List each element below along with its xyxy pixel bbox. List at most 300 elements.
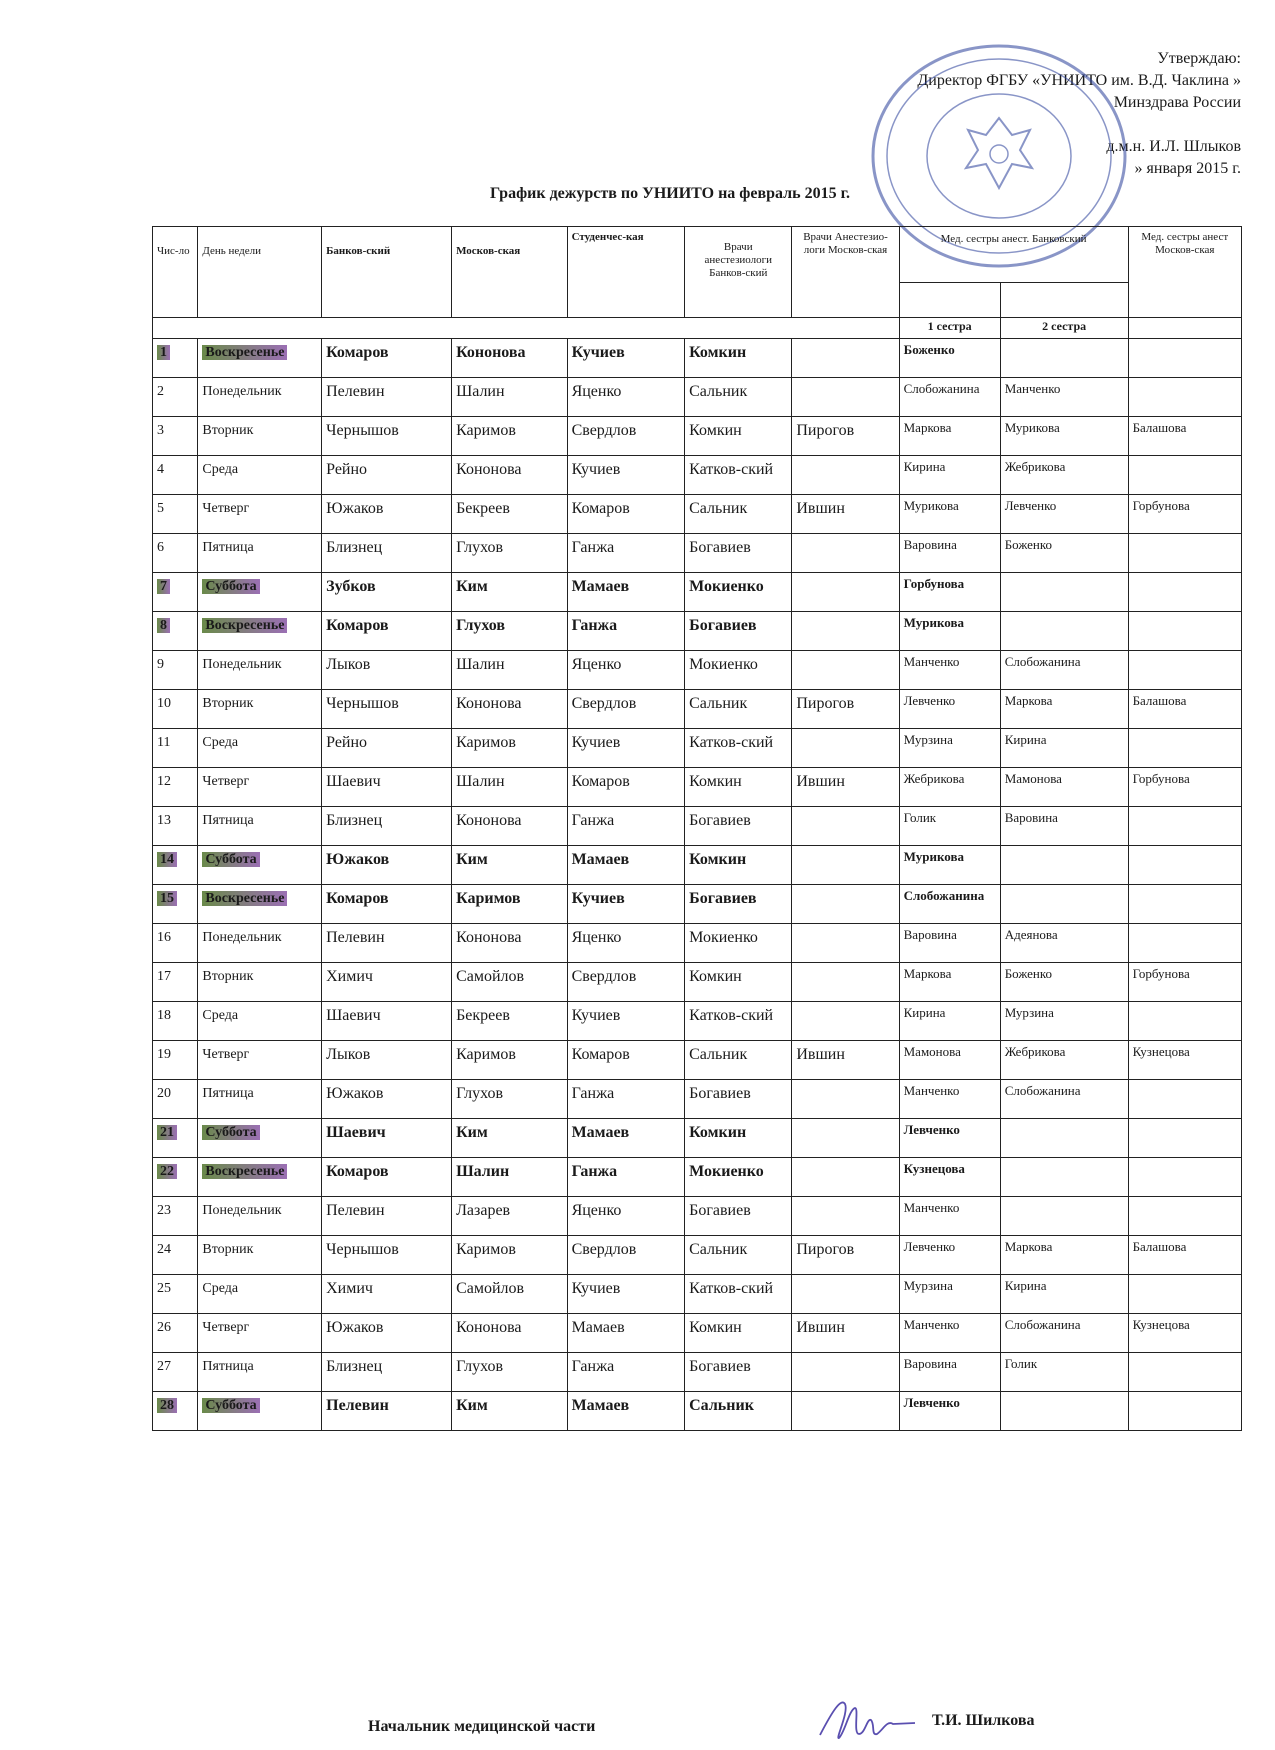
- header-nurse-spacer-2: [1000, 283, 1128, 318]
- duty-studencheskaya-text: Свердлов: [571, 968, 637, 985]
- table-row: [153, 1158, 1242, 1197]
- nurse-1-cell: [899, 1275, 1000, 1314]
- header-nurse-bank: Мед. сестры анест. Банковский: [899, 227, 1128, 283]
- duty-studencheskaya-cell: [567, 1158, 685, 1197]
- nurse-2-cell: [1000, 1275, 1128, 1314]
- duty-moskovskaya-text: Ким: [456, 578, 488, 595]
- duty-bankovsky-text: Близнец: [326, 1358, 383, 1375]
- duty-moskovskaya-cell: [452, 339, 568, 378]
- anest-moskovskaya-cell: [792, 339, 899, 378]
- duty-studencheskaya-text: Мамаев: [571, 578, 630, 595]
- duty-bankovsky-cell: [322, 534, 452, 573]
- anest-bankovsky-cell: [685, 651, 792, 690]
- day-of-week-text: Суббота: [202, 852, 259, 867]
- day-of-week-text: Понедельник: [202, 657, 282, 672]
- nurse-moskovskaya-cell: [1128, 885, 1241, 924]
- nurse-moskovskaya-cell: [1128, 612, 1241, 651]
- duty-moskovskaya-text: Глухов: [456, 1085, 504, 1102]
- day-of-week-text: Пятница: [202, 1359, 254, 1374]
- duty-bankovsky-text: Близнец: [326, 812, 383, 829]
- approval-line-2: Директор ФГБУ «УНИИТО им. В.Д. Чаклина »: [917, 72, 1241, 89]
- nurse-1-cell: [899, 1197, 1000, 1236]
- duty-moskovskaya-cell: [452, 1275, 568, 1314]
- duty-bankovsky-text: Химич: [326, 968, 373, 985]
- anest-bankovsky-cell: [685, 378, 792, 417]
- nurse-2-text: Жебрикова: [1004, 459, 1066, 474]
- duty-moskovskaya-text: Кононова: [456, 1319, 522, 1336]
- nurse-1-text: Манченко: [903, 1083, 960, 1098]
- nurse-moskovskaya-cell: [1128, 1314, 1241, 1353]
- nurse-moskovskaya-cell: [1128, 378, 1241, 417]
- nurse-moskovskaya-cell: [1128, 1002, 1241, 1041]
- duty-moskovskaya-text: Лазарев: [456, 1202, 511, 1219]
- table-row: [153, 1041, 1242, 1080]
- nurse-2-text: Маркова: [1004, 1239, 1053, 1254]
- duty-studencheskaya-text: Кучиев: [571, 461, 621, 478]
- duty-bankovsky-cell: [322, 495, 452, 534]
- nurse-1-text: Мурикова: [903, 849, 964, 864]
- anest-bankovsky-text: Сальник: [689, 1046, 748, 1063]
- duty-studencheskaya-cell: [567, 651, 685, 690]
- anest-moskovskaya-cell: [792, 885, 899, 924]
- duty-bankovsky-cell: [322, 729, 452, 768]
- nurse-2-cell: [1000, 1041, 1128, 1080]
- day-of-week-cell: [198, 1119, 322, 1158]
- duty-moskovskaya-cell: [452, 1080, 568, 1119]
- nurse-moskovskaya-cell: [1128, 1119, 1241, 1158]
- nurse-moskovskaya-text: Горбунова: [1132, 498, 1190, 513]
- anest-moskovskaya-cell: [792, 651, 899, 690]
- anest-moskovskaya-cell: [792, 807, 899, 846]
- day-of-week-text: Понедельник: [202, 1203, 282, 1218]
- nurse-moskovskaya-text: Балашова: [1132, 693, 1187, 708]
- anest-moskovskaya-text: Пирогов: [796, 1241, 855, 1258]
- day-number-cell: [153, 1119, 198, 1158]
- anest-moskovskaya-cell: [792, 1158, 899, 1197]
- nurse-moskovskaya-cell: [1128, 1236, 1241, 1275]
- day-number-cell: [153, 651, 198, 690]
- duty-moskovskaya-cell: [452, 690, 568, 729]
- anest-moskovskaya-text: Пирогов: [796, 422, 855, 439]
- anest-moskovskaya-cell: [792, 456, 899, 495]
- duty-studencheskaya-text: Кучиев: [571, 1280, 621, 1297]
- duty-moskovskaya-cell: [452, 1314, 568, 1353]
- day-number-cell: [153, 846, 198, 885]
- duty-bankovsky-cell: [322, 963, 452, 1002]
- anest-moskovskaya-cell: [792, 1353, 899, 1392]
- table-row: [153, 885, 1242, 924]
- duty-studencheskaya-cell: [567, 1080, 685, 1119]
- duty-moskovskaya-cell: [452, 1002, 568, 1041]
- nurse-1-cell: [899, 1314, 1000, 1353]
- duty-studencheskaya-cell: [567, 1041, 685, 1080]
- nurse-1-text: Левченко: [903, 1239, 956, 1254]
- nurse-2-text: Кирина: [1004, 1278, 1047, 1293]
- anest-moskovskaya-cell: [792, 690, 899, 729]
- duty-moskovskaya-cell: [452, 417, 568, 456]
- anest-moskovskaya-text: Ившин: [796, 773, 845, 790]
- duty-studencheskaya-text: Мамаев: [571, 1319, 625, 1336]
- nurse-1-text: Жебрикова: [903, 771, 965, 786]
- duty-studencheskaya-text: Кучиев: [571, 890, 625, 907]
- header-anest-bank: Врачи анестезиологи Банков-ский: [685, 227, 792, 318]
- nurse-2-cell: [1000, 534, 1128, 573]
- day-number-text: 25: [157, 1281, 171, 1296]
- anest-bankovsky-text: Комкин: [689, 422, 742, 439]
- duty-bankovsky-text: Комаров: [326, 890, 389, 907]
- duty-studencheskaya-text: Комаров: [571, 773, 630, 790]
- anest-bankovsky-text: Богавиев: [689, 1085, 751, 1102]
- day-number-cell: [153, 1314, 198, 1353]
- nurse-1-text: Маркова: [903, 420, 952, 435]
- duty-bankovsky-text: Комаров: [326, 1163, 389, 1180]
- anest-moskovskaya-cell: [792, 924, 899, 963]
- duty-bankovsky-cell: [322, 1158, 452, 1197]
- nurse-moskovskaya-cell: [1128, 807, 1241, 846]
- anest-bankovsky-cell: [685, 573, 792, 612]
- duty-moskovskaya-text: Ким: [456, 1397, 488, 1414]
- anest-moskovskaya-cell: [792, 1197, 899, 1236]
- day-of-week-cell: [198, 339, 322, 378]
- table-row: [153, 924, 1242, 963]
- duty-bankovsky-text: Южаков: [326, 1085, 384, 1102]
- nurse-2-text: Маркова: [1004, 693, 1053, 708]
- duty-studencheskaya-text: Яценко: [571, 383, 622, 400]
- duty-moskovskaya-cell: [452, 885, 568, 924]
- nurse-2-cell: [1000, 573, 1128, 612]
- day-number-text: 7: [157, 579, 170, 594]
- table-row: [153, 1275, 1242, 1314]
- nurse-2-cell: [1000, 846, 1128, 885]
- approval-line-4: д.м.н. И.Л. Шлыков: [1106, 138, 1241, 155]
- nurse-1-text: Голик: [903, 810, 937, 825]
- nurse-1-text: Манченко: [903, 654, 960, 669]
- day-number-text: 11: [157, 735, 171, 750]
- day-of-week-cell: [198, 573, 322, 612]
- nurse-2-cell: [1000, 768, 1128, 807]
- nurse-moskovskaya-text: Кузнецова: [1132, 1317, 1190, 1332]
- nurse-1-text: Кирина: [903, 459, 946, 474]
- duty-studencheskaya-cell: [567, 1353, 685, 1392]
- day-of-week-cell: [198, 807, 322, 846]
- nurse-moskovskaya-cell: [1128, 963, 1241, 1002]
- anest-bankovsky-text: Комкин: [689, 773, 742, 790]
- nurse-2-text: Мурзина: [1004, 1005, 1054, 1020]
- nurse-moskovskaya-cell: [1128, 534, 1241, 573]
- header-anest-mosk: Врачи Анестезио-логи Москов-ская: [792, 227, 899, 318]
- day-number-text: 19: [157, 1047, 171, 1062]
- nurse-1-text: Маркова: [903, 966, 952, 981]
- duty-studencheskaya-cell: [567, 885, 685, 924]
- duty-studencheskaya-text: Комаров: [571, 500, 630, 517]
- nurse-1-text: Левченко: [903, 693, 956, 708]
- day-of-week-cell: [198, 1080, 322, 1119]
- day-of-week-text: Четверг: [202, 1047, 250, 1062]
- day-number-cell: [153, 417, 198, 456]
- nurse-2-text: Мамонова: [1004, 771, 1062, 786]
- duty-studencheskaya-cell: [567, 612, 685, 651]
- anest-bankovsky-text: Сальник: [689, 1241, 748, 1258]
- anest-moskovskaya-cell: [792, 1236, 899, 1275]
- day-of-week-text: Пятница: [202, 813, 254, 828]
- day-of-week-cell: [198, 1236, 322, 1275]
- day-of-week-cell: [198, 651, 322, 690]
- nurse-2-cell: [1000, 690, 1128, 729]
- anest-bankovsky-cell: [685, 339, 792, 378]
- duty-bankovsky-text: Чернышов: [326, 422, 399, 439]
- day-number-text: 24: [157, 1242, 171, 1257]
- anest-bankovsky-text: Мокиенко: [689, 578, 764, 595]
- day-of-week-cell: [198, 1314, 322, 1353]
- day-number-text: 17: [157, 969, 171, 984]
- duty-moskovskaya-cell: [452, 1197, 568, 1236]
- nurse-moskovskaya-cell: [1128, 729, 1241, 768]
- day-number-cell: [153, 1353, 198, 1392]
- subheader-sister-1: 1 сестра: [899, 318, 1000, 339]
- anest-bankovsky-text: Богавиев: [689, 539, 751, 556]
- day-number-text: 12: [157, 774, 171, 789]
- anest-bankovsky-text: Богавиев: [689, 1358, 751, 1375]
- nurse-moskovskaya-cell: [1128, 846, 1241, 885]
- nurse-moskovskaya-text: Горбунова: [1132, 966, 1190, 981]
- anest-moskovskaya-cell: [792, 768, 899, 807]
- day-number-text: 10: [157, 696, 171, 711]
- anest-bankovsky-cell: [685, 729, 792, 768]
- day-number-cell: [153, 1041, 198, 1080]
- nurse-2-cell: [1000, 1080, 1128, 1119]
- duty-moskovskaya-cell: [452, 1041, 568, 1080]
- day-number-text: 23: [157, 1203, 171, 1218]
- day-of-week-cell: [198, 534, 322, 573]
- day-number-cell: [153, 885, 198, 924]
- nurse-moskovskaya-cell: [1128, 768, 1241, 807]
- nurse-1-text: Слобожанина: [903, 888, 985, 903]
- duty-studencheskaya-text: Ганжа: [571, 617, 618, 634]
- anest-moskovskaya-cell: [792, 1002, 899, 1041]
- anest-bankovsky-text: Мокиенко: [689, 656, 758, 673]
- anest-bankovsky-cell: [685, 1314, 792, 1353]
- day-of-week-cell: [198, 963, 322, 1002]
- day-number-text: 15: [157, 891, 177, 906]
- duty-studencheskaya-cell: [567, 1275, 685, 1314]
- nurse-1-cell: [899, 378, 1000, 417]
- nurse-2-text: Слобожанина: [1004, 1317, 1081, 1332]
- duty-studencheskaya-text: Яценко: [571, 656, 622, 673]
- nurse-2-cell: [1000, 963, 1128, 1002]
- nurse-1-cell: [899, 1158, 1000, 1197]
- duty-moskovskaya-cell: [452, 456, 568, 495]
- day-number-cell: [153, 1158, 198, 1197]
- day-number-cell: [153, 1080, 198, 1119]
- anest-bankovsky-cell: [685, 612, 792, 651]
- nurse-1-cell: [899, 846, 1000, 885]
- day-number-text: 13: [157, 813, 171, 828]
- duty-studencheskaya-cell: [567, 1236, 685, 1275]
- nurse-1-text: Варовина: [903, 1356, 957, 1371]
- day-of-week-text: Пятница: [202, 540, 254, 555]
- day-number-cell: [153, 807, 198, 846]
- day-of-week-text: Четверг: [202, 501, 250, 516]
- table-row: [153, 1197, 1242, 1236]
- nurse-2-text: Мурикова: [1004, 420, 1060, 435]
- day-number-text: 8: [157, 618, 170, 633]
- duty-bankovsky-cell: [322, 807, 452, 846]
- approval-line-1: Утверждаю:: [1157, 50, 1241, 67]
- anest-moskovskaya-cell: [792, 495, 899, 534]
- duty-studencheskaya-text: Свердлов: [571, 695, 637, 712]
- day-number-text: 5: [157, 501, 164, 516]
- nurse-moskovskaya-cell: [1128, 573, 1241, 612]
- nurse-1-cell: [899, 807, 1000, 846]
- nurse-1-text: Манченко: [903, 1317, 960, 1332]
- nurse-moskovskaya-cell: [1128, 417, 1241, 456]
- duty-moskovskaya-text: Самойлов: [456, 1280, 525, 1297]
- nurse-moskovskaya-text: Кузнецова: [1132, 1044, 1190, 1059]
- nurse-2-cell: [1000, 417, 1128, 456]
- nurse-1-cell: [899, 924, 1000, 963]
- nurse-1-cell: [899, 651, 1000, 690]
- table-row: [153, 1002, 1242, 1041]
- nurse-moskovskaya-text: Балашова: [1132, 420, 1187, 435]
- duty-moskovskaya-cell: [452, 573, 568, 612]
- day-of-week-cell: [198, 456, 322, 495]
- anest-moskovskaya-cell: [792, 1041, 899, 1080]
- day-number-cell: [153, 1002, 198, 1041]
- nurse-1-cell: [899, 1353, 1000, 1392]
- nurse-1-text: Мамонова: [903, 1044, 961, 1059]
- nurse-1-cell: [899, 417, 1000, 456]
- duty-studencheskaya-cell: [567, 963, 685, 1002]
- nurse-2-text: Жебрикова: [1004, 1044, 1066, 1059]
- anest-bankovsky-text: Комкин: [689, 851, 747, 868]
- duty-bankovsky-cell: [322, 1314, 452, 1353]
- duty-studencheskaya-text: Ганжа: [571, 812, 615, 829]
- duty-studencheskaya-text: Свердлов: [571, 1241, 637, 1258]
- table-row: [153, 690, 1242, 729]
- duty-studencheskaya-text: Ганжа: [571, 539, 615, 556]
- duty-studencheskaya-text: Комаров: [571, 1046, 630, 1063]
- day-of-week-text: Среда: [202, 1008, 239, 1023]
- table-row: [153, 1353, 1242, 1392]
- duty-bankovsky-cell: [322, 417, 452, 456]
- subheader-row: [153, 318, 1242, 339]
- day-number-cell: [153, 495, 198, 534]
- day-of-week-cell: [198, 924, 322, 963]
- nurse-moskovskaya-cell: [1128, 924, 1241, 963]
- duty-bankovsky-cell: [322, 768, 452, 807]
- day-number-text: 20: [157, 1086, 171, 1101]
- anest-moskovskaya-text: Ившин: [796, 500, 845, 517]
- duty-bankovsky-cell: [322, 573, 452, 612]
- day-of-week-cell: [198, 1002, 322, 1041]
- duty-bankovsky-text: Химич: [326, 1280, 373, 1297]
- duty-moskovskaya-text: Каримов: [456, 890, 521, 907]
- table-row: [153, 573, 1242, 612]
- duty-moskovskaya-text: Шалин: [456, 773, 505, 790]
- nurse-1-cell: [899, 963, 1000, 1002]
- nurse-1-cell: [899, 1392, 1000, 1431]
- day-of-week-text: Суббота: [202, 1398, 259, 1413]
- duty-studencheskaya-cell: [567, 846, 685, 885]
- anest-bankovsky-cell: [685, 807, 792, 846]
- table-row: [153, 651, 1242, 690]
- duty-moskovskaya-cell: [452, 651, 568, 690]
- anest-moskovskaya-cell: [792, 1119, 899, 1158]
- duty-studencheskaya-cell: [567, 1002, 685, 1041]
- day-of-week-cell: [198, 1275, 322, 1314]
- duty-studencheskaya-cell: [567, 573, 685, 612]
- duty-bankovsky-cell: [322, 456, 452, 495]
- nurse-2-text: Слобожанина: [1004, 654, 1081, 669]
- approval-line-3: Минздрава России: [1113, 94, 1241, 111]
- day-number-cell: [153, 1197, 198, 1236]
- anest-bankovsky-text: Катков-ский: [689, 1280, 774, 1297]
- day-number-text: 18: [157, 1008, 171, 1023]
- nurse-moskovskaya-cell: [1128, 651, 1241, 690]
- header-mosk: Москов-ская: [452, 227, 568, 318]
- nurse-1-cell: [899, 1002, 1000, 1041]
- duty-moskovskaya-cell: [452, 768, 568, 807]
- duty-bankovsky-text: Комаров: [326, 617, 389, 634]
- anest-bankovsky-text: Комкин: [689, 344, 747, 361]
- day-number-text: 27: [157, 1359, 171, 1374]
- anest-moskovskaya-cell: [792, 1275, 899, 1314]
- table-row: [153, 1236, 1242, 1275]
- duty-moskovskaya-cell: [452, 1353, 568, 1392]
- nurse-moskovskaya-cell: [1128, 1275, 1241, 1314]
- anest-bankovsky-text: Мокиенко: [689, 1163, 764, 1180]
- duty-bankovsky-cell: [322, 378, 452, 417]
- nurse-moskovskaya-cell: [1128, 1080, 1241, 1119]
- day-number-text: 26: [157, 1320, 171, 1335]
- table-row: [153, 612, 1242, 651]
- day-number-cell: [153, 534, 198, 573]
- schedule-body: [153, 339, 1242, 1431]
- duty-moskovskaya-text: Шалин: [456, 1163, 510, 1180]
- duty-moskovskaya-text: Самойлов: [456, 968, 525, 985]
- duty-moskovskaya-text: Бекреев: [456, 500, 510, 517]
- table-row: [153, 846, 1242, 885]
- duty-moskovskaya-cell: [452, 534, 568, 573]
- header-stud: Студенчес-кая: [567, 227, 685, 318]
- anest-moskovskaya-cell: [792, 1314, 899, 1353]
- nurse-1-text: Слобожанина: [903, 381, 980, 396]
- anest-bankovsky-text: Богавиев: [689, 812, 751, 829]
- anest-bankovsky-cell: [685, 846, 792, 885]
- duty-bankovsky-cell: [322, 1392, 452, 1431]
- anest-moskovskaya-cell: [792, 1392, 899, 1431]
- duty-bankovsky-cell: [322, 690, 452, 729]
- table-row: [153, 1080, 1242, 1119]
- day-of-week-text: Воскресенье: [202, 618, 287, 633]
- nurse-1-cell: [899, 1236, 1000, 1275]
- day-number-cell: [153, 768, 198, 807]
- duty-bankovsky-cell: [322, 846, 452, 885]
- duty-bankovsky-cell: [322, 612, 452, 651]
- duty-bankovsky-cell: [322, 1080, 452, 1119]
- nurse-1-cell: [899, 1119, 1000, 1158]
- nurse-1-text: Мурзина: [903, 1278, 953, 1293]
- duty-bankovsky-text: Лыков: [326, 1046, 371, 1063]
- duty-bankovsky-text: Южаков: [326, 500, 384, 517]
- table-row: [153, 1314, 1242, 1353]
- header-nurse-spacer-1: [899, 283, 1000, 318]
- nurse-1-cell: [899, 534, 1000, 573]
- table-row: [153, 378, 1242, 417]
- nurse-moskovskaya-cell: [1128, 690, 1241, 729]
- anest-bankovsky-cell: [685, 495, 792, 534]
- anest-bankovsky-text: Катков-ский: [689, 1007, 774, 1024]
